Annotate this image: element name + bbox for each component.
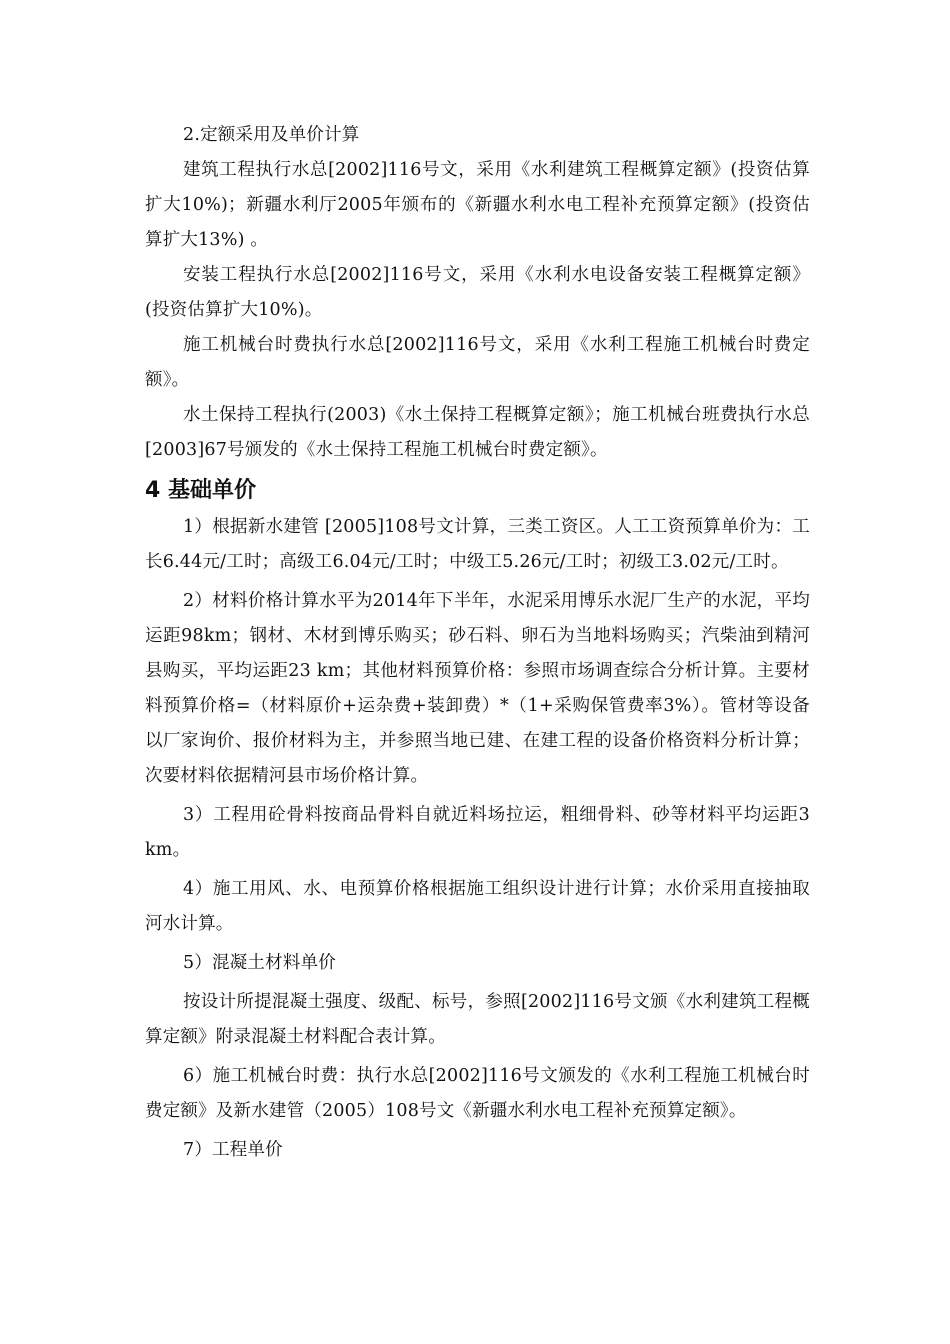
paragraph-concrete-mix: 按设计所提混凝土强度、级配、标号，参照[2002]116号文颁《水利建筑工程概算定额》附录混凝土材料配合表计算。: [145, 992, 810, 1047]
section-heading: 4 基础单价: [145, 478, 256, 503]
paragraph-installation-quota: 安装工程执行水总[2002]116号文，采用《水利水电设备安装工程概算定额》(投资估算扩大10%)。: [145, 265, 810, 320]
paragraph-aggregate: 3）工程用砼骨料按商品骨料自就近料场拉运，粗细骨料、砂等材料平均运距3 km。: [145, 805, 810, 860]
subsection-title: 2.定额采用及单价计算: [183, 125, 360, 145]
document-page: [145, 118, 810, 1168]
paragraph-machinery-fee: 施工机械台时费执行水总[2002]116号文，采用《水利工程施工机械台时费定额》。: [145, 335, 810, 390]
paragraph-labor-price: 1）根据新水建管 [2005]108号文计算，三类工资区。人工工资预算单价为：工长6.44元/工时；高级工6.04元/工时；中级工5.26元/工时；初级工3.02元/工时。: [145, 517, 810, 572]
paragraph-machinery-hour: 6）施工机械台时费：执行水总[2002]116号文颁发的《水利工程施工机械台时费定额》及新水建管（2005）108号文《新疆水利水电工程补充预算定额》。: [145, 1066, 810, 1121]
paragraph-unit-price: 7）工程单价: [183, 1140, 283, 1160]
paragraph-building-quota: 建筑工程执行水总[2002]116号文，采用《水利建筑工程概算定额》(投资估算扩大10%)；新疆水利厅2005年颁布的《新疆水利水电工程补充预算定额》(投资估算扩大13%) 。: [145, 160, 810, 250]
paragraph-utilities: 4）施工用风、水、电预算价格根据施工组织设计进行计算；水价采用直接抽取河水计算。: [145, 879, 810, 934]
paragraph-material-price: 2）材料价格计算水平为2014年下半年，水泥采用博乐水泥厂生产的水泥，平均运距98km；钢材、木材到博乐购买；砂石料、卵石为当地料场购买；汽柴油到精河县购买，平均运距23 km；其他材料预算价格：参照市场调查综合分析计算。主要材料预算价格=（材料原价+运杂费+装卸费）*（1+采购保管费率3%）。管材等设备以厂家询价、报价材料为主，并参照当地已建、在建工程的设备价格资料分析计算；次要材料依据精河县市场价格计算。: [145, 591, 810, 786]
paragraph-soil-conservation: 水土保持工程执行(2003)《水土保持工程概算定额》；施工机械台班费执行水总[2003]67号颁发的《水土保持工程施工机械台时费定额》。: [145, 405, 810, 460]
paragraph-concrete-title: 5）混凝土材料单价: [183, 953, 336, 973]
